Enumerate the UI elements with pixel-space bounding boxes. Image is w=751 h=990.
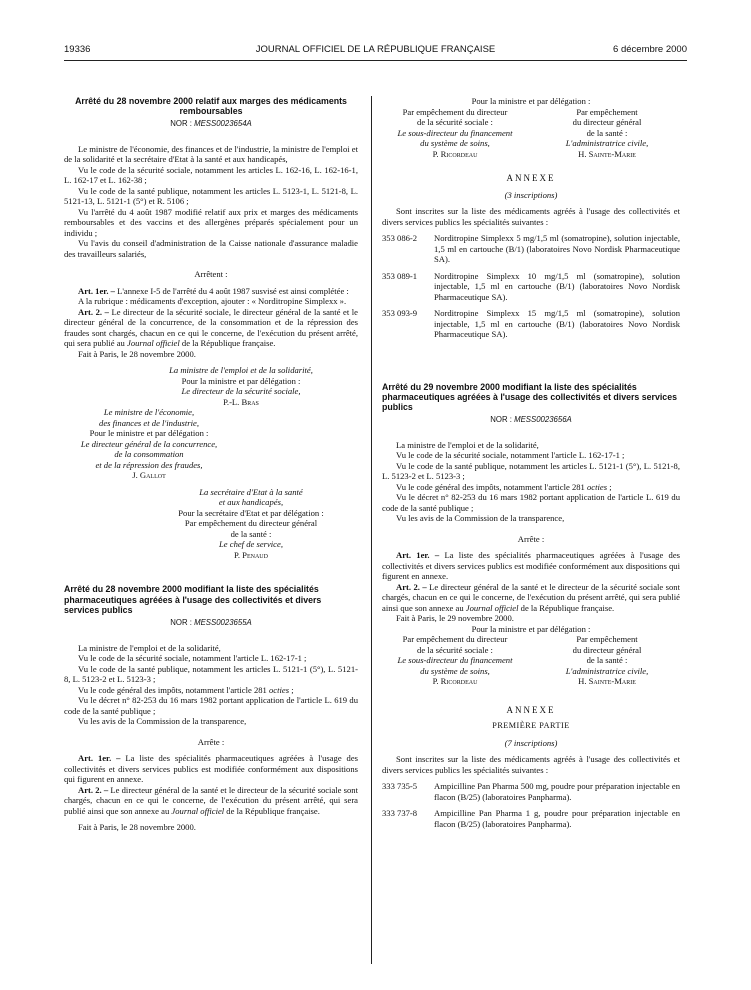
article-1 (382, 550, 680, 582)
annexe-7-inscriptions (382, 705, 680, 830)
journal-ref: Journal officiel (465, 602, 519, 613)
signature-block (64, 487, 358, 561)
signature-line: Par empêchement du directeur (402, 634, 508, 645)
signature-line: Pour la ministre et par délégation : (181, 375, 301, 386)
annexe-intro: Sont inscrites sur la liste des médicaments agréés à l'usage des collectivités et divers services publics les spécialités suivantes : (382, 206, 680, 227)
cip-code: 353 086-2 (382, 233, 418, 243)
paragraph: Vu les avis de la Commission de la transparence, (396, 513, 565, 524)
article-2 (382, 582, 680, 614)
signature-line: de la consommation (114, 449, 184, 460)
article-text: L'annexe I-5 de l'arrêté du 4 août 1987 susvisé est ainsi complétée : (117, 285, 349, 296)
article-text: Le directeur général de la santé et le directeur de la sécurité sociale sont chargés, chacun en ce qui le concerne, de l'exécution du présent arrêté, qui sera publié ainsi que son annexe au (382, 581, 680, 613)
article-label: Art. 1er. – (78, 285, 115, 296)
paragraph: Vu l'avis du conseil d'administration de la Caisse nationale d'assurance maladie des travailleurs salariés, (64, 238, 358, 259)
signature-line: de la sécurité sociale : (417, 117, 493, 127)
decree-list-29-nov (382, 382, 680, 687)
article-text: Le directeur de la sécurité sociale, le directeur général de la santé et le directeur général de la concurrence, de la consommation et de la répression des fraudes sont chargés, chacun en ce qui le concerne, de l'exécution du présent arrêté, qui sera publié au (64, 306, 358, 349)
list-item (382, 233, 680, 265)
signature-line: L'administratrice civile, (565, 138, 649, 148)
signature-line: des finances et de l'industrie, (99, 417, 199, 428)
cip-code: 353 093-9 (382, 308, 418, 318)
signatory-name: H. Sainte-Marie (578, 148, 636, 159)
paragraph: Vu les avis de la Commission de la transparence, (78, 716, 247, 727)
nor-reference (382, 415, 680, 426)
nor-reference (64, 618, 358, 629)
drug-description: Ampicilline Pan Pharma 500 mg, poudre pour préparation injectable en flacon (B/25) (laboratoires Panpharma). (434, 781, 680, 802)
decree-title: Arrêté du 28 novembre 2000 modifiant la liste des spécialités pharmaceutiques agréées à l'usage des collectivités et divers services publics (64, 584, 322, 615)
article-2 (64, 785, 358, 817)
list-item (382, 308, 680, 340)
signature-line: du directeur général (572, 644, 642, 655)
article-text: de la République française. (518, 602, 615, 613)
nor-label: NOR : (490, 415, 512, 425)
decree-title: Arrêté du 28 novembre 2000 relatif aux marges des médicaments remboursables (75, 96, 347, 117)
signature-line: de la santé : (230, 528, 272, 539)
arretent-heading: Arrêtent : (194, 269, 228, 280)
article-text: de la République française. (224, 805, 320, 816)
paragraph: Vu le code de la santé publique, notamment les articles L. 5121-1 (5°), L. 5121-8, L. 5123-2 et L. 5123-3 ; (382, 460, 680, 482)
decree-title: Arrêté du 29 novembre 2000 modifiant la liste des spécialités pharmaceutiques agréées à l'usage des collectivités et divers services publics (382, 381, 677, 412)
signature-line: et de la répression des fraudes, (95, 459, 203, 470)
article-label: Art. 2. – (396, 581, 427, 592)
signature-line: Le directeur général de la concurrence, (80, 438, 218, 449)
signature-line: Le directeur de la sécurité sociale, (181, 386, 301, 397)
done-at: Fait à Paris, le 29 novembre 2000. (396, 613, 514, 624)
decree-list-28-nov (64, 584, 358, 832)
signature-line: Par empêchement (576, 106, 638, 117)
signature-line: de la santé : (586, 655, 628, 666)
signature-line: de la sécurité sociale : (417, 644, 493, 655)
cip-code: 333 737-8 (382, 808, 418, 819)
nor-label: NOR : (170, 618, 192, 628)
list-item (382, 781, 680, 802)
article-text: La liste des spécialités pharmaceutiques agréées à l'usage des collectivités et divers services publics est modifiée conformément aux dispositions qui figurent en annexe. (64, 753, 359, 785)
signature-line: de la santé : (586, 127, 628, 138)
signatory-name: P. Ricordeau (432, 676, 478, 687)
article-1 (64, 286, 358, 297)
right-column (382, 96, 680, 829)
text: Vu le code général des impôts, notamment l'article 281 (78, 684, 269, 695)
article-text: Le directeur général de la santé et le directeur de la sécurité sociale sont chargés, chacun en ce qui le concerne, de l'exécution du présent arrêté, qui sera publié ainsi que son annexe au (64, 784, 358, 816)
text: Vu le code général des impôts, notamment l'article 281 (396, 481, 587, 492)
arrete-heading: Arrête : (197, 736, 225, 747)
journal-ref: Journal officiel (171, 805, 225, 816)
signatory-name: P. Penaud (234, 549, 268, 560)
cip-code: 333 735-5 (382, 781, 418, 792)
annexe-subtitle: (3 inscriptions) (504, 189, 558, 200)
article-text: de la République française. (179, 338, 276, 349)
paragraph: Vu l'arrêté du 4 août 1987 modifié relatif aux prix et marges des médicaments remboursables et des vaccins et des allergènes préparés spécialement pour un individu ; (64, 206, 358, 238)
drug-description: Ampicilline Pan Pharma 1 g, poudre pour préparation injectable en flacon (B/25) (laboratoires Panpharma). (434, 808, 680, 829)
article-text: La liste des spécialités pharmaceutiques agréées à l'usage des collectivités et divers services publics est modifiée conformément aux dispositions qui figurent en annexe. (382, 550, 680, 582)
signature-line: Le ministre de l'économie, (103, 407, 195, 418)
paragraph: La ministre de l'emploi et de la solidarité, (396, 439, 539, 450)
signature-line: Par empêchement (576, 634, 638, 645)
nor-code: MESS0023656A (514, 415, 572, 425)
article-label: Art. 2. – (78, 306, 109, 317)
annexe-title: ANNEXE (506, 704, 556, 715)
signature-pair (382, 107, 680, 160)
signature-block (64, 365, 358, 407)
signature-line: Pour la ministre et par délégation : (471, 96, 591, 106)
signature-left (382, 634, 528, 687)
header-rule (64, 60, 687, 61)
annexe-part: PREMIÈRE PARTIE (492, 721, 570, 731)
page-number: 19336 (64, 44, 91, 55)
text: octies (587, 481, 608, 492)
done-at: Fait à Paris, le 28 novembre 2000. (78, 348, 196, 359)
drug-description: Norditropine Simplexx 10 mg/1,5 ml (somatropine), solution injectable, 1,5 ml en cartouche (B/1) (laboratoires Novo Nordisk Pharmaceutique SA). (434, 270, 680, 302)
paragraph: La ministre de l'emploi et de la solidarité, (78, 642, 221, 653)
text: ; (289, 684, 294, 695)
journal-title: JOURNAL OFFICIEL DE LA RÉPUBLIQUE FRANÇAISE (255, 44, 496, 55)
continued-signatures (382, 96, 680, 159)
article-label: Art. 1er. – (396, 550, 440, 561)
annexe-intro: Sont inscrites sur la liste des médicaments agréés à l'usage des collectivités et divers services publics les spécialités suivantes : (382, 754, 680, 775)
paragraph: Vu le décret n° 82-253 du 16 mars 1982 portant application de l'article L. 619 du code de la santé publique ; (64, 695, 358, 716)
article-1 (64, 753, 358, 785)
paragraph: Vu le code de la santé publique, notamment les articles L. 5121-1 (5°), L. 5121-8, L. 5123-2 et L. 5123-3 ; (64, 663, 358, 685)
journal-ref: Journal officiel (127, 338, 180, 349)
nor-label: NOR : (170, 119, 192, 129)
article-2 (64, 307, 358, 349)
done-at: Fait à Paris, le 28 novembre 2000. (78, 822, 196, 833)
article-label: Art. 1er. – (78, 753, 121, 764)
paragraph (64, 685, 358, 696)
signature-line: Pour la ministre et par délégation : (471, 623, 591, 634)
signature-right (534, 634, 680, 687)
list-item (382, 271, 680, 303)
paragraph: Le ministre de l'économie, des finances et de l'industrie, la ministre de l'emploi et de la solidarité et la secrétaire d'Etat à la santé et aux handicapés, (64, 143, 358, 165)
signature-line: Par empêchement du directeur (402, 106, 508, 117)
paragraph: Vu le code de la sécurité sociale, notamment l'article L. 162-17-1 ; (396, 450, 625, 461)
drug-description: Norditropine Simplexx 5 mg/1,5 ml (somatropine), solution injectable, 1,5 ml en cartouche (B/1) (laboratoires Novo Nordisk Pharmaceutique SA). (434, 233, 680, 264)
signature-right (534, 107, 680, 160)
arrete-heading: Arrête : (517, 533, 545, 544)
article-label: Art. 2. – (78, 784, 109, 795)
signature-line: Le chef de service, (219, 539, 283, 550)
signature-line: Pour le ministre et par délégation : (89, 428, 209, 439)
signature-pair (382, 634, 680, 687)
signature-line: Le sous-directeur du financement (397, 127, 513, 138)
text: octies (269, 684, 290, 695)
signature-line: Par empêchement du directeur général (184, 518, 318, 529)
signatory-name: P. Ricordeau (432, 148, 478, 159)
paragraph: Vu le décret n° 82-253 du 16 mars 1982 portant application de l'article L. 619 du code de la santé publique ; (382, 492, 680, 513)
issue-date: 6 décembre 2000 (613, 44, 687, 55)
signatory-name: P.-L. Bras (223, 396, 259, 407)
signatory-name: H. Sainte-Marie (578, 676, 636, 687)
decree-margins (64, 96, 358, 560)
signature-line: et aux handicapés, (218, 497, 284, 508)
paragraph: Vu le code de la sécurité sociale, notamment l'article L. 162-17-1 ; (78, 653, 307, 664)
column-divider (371, 96, 372, 964)
nor-reference (64, 119, 358, 130)
paragraph: Vu le code de la sécurité sociale, notamment les articles L. 162-16, L. 162-16-1, L. 162-17 et L. 162-38 ; (64, 164, 358, 186)
signature-line: du système de soins, (420, 138, 490, 148)
signature-line: Pour la secrétaire d'Etat et par délégation : (178, 507, 324, 518)
signatory-name: J. Gallot (132, 470, 166, 481)
paragraph: A la rubrique : médicaments d'exception, ajouter : « Norditropine Simplexx ». (78, 296, 347, 307)
signature-line: Le sous-directeur du financement (397, 655, 513, 666)
signature-line: du système de soins, (420, 665, 490, 676)
signature-line: La ministre de l'emploi et de la solidarité, (169, 365, 313, 376)
signature-left (382, 107, 528, 160)
signature-block (64, 407, 234, 481)
left-column (64, 96, 358, 833)
cip-code: 353 089-1 (382, 270, 418, 281)
drug-description: Norditropine Simplexx 15 mg/1,5 ml (somatropine), solution injectable, 1,5 ml en cartouche (B/1) (laboratoires Novo Nordisk Pharmaceutique SA). (434, 308, 680, 339)
paragraph (382, 482, 680, 493)
signature-line: du directeur général (572, 117, 642, 127)
signature-line: L'administratrice civile, (565, 665, 649, 676)
paragraph: Vu le code de la santé publique, notamment les articles L. 5123-1, L. 5121-8, L. 5121-13, L. 5121-1 (5°) et R. 5106 ; (64, 185, 358, 207)
nor-code: MESS0023654A (194, 119, 252, 129)
nor-code: MESS0023655A (194, 618, 252, 628)
list-item (382, 808, 680, 829)
annexe-title: ANNEXE (506, 173, 556, 183)
page-header (0, 44, 751, 58)
annexe-3-inscriptions (382, 173, 680, 340)
text: ; (607, 481, 612, 492)
annexe-subtitle: (7 inscriptions) (504, 737, 558, 748)
signature-line: La secrétaire d'Etat à la santé (199, 486, 303, 497)
